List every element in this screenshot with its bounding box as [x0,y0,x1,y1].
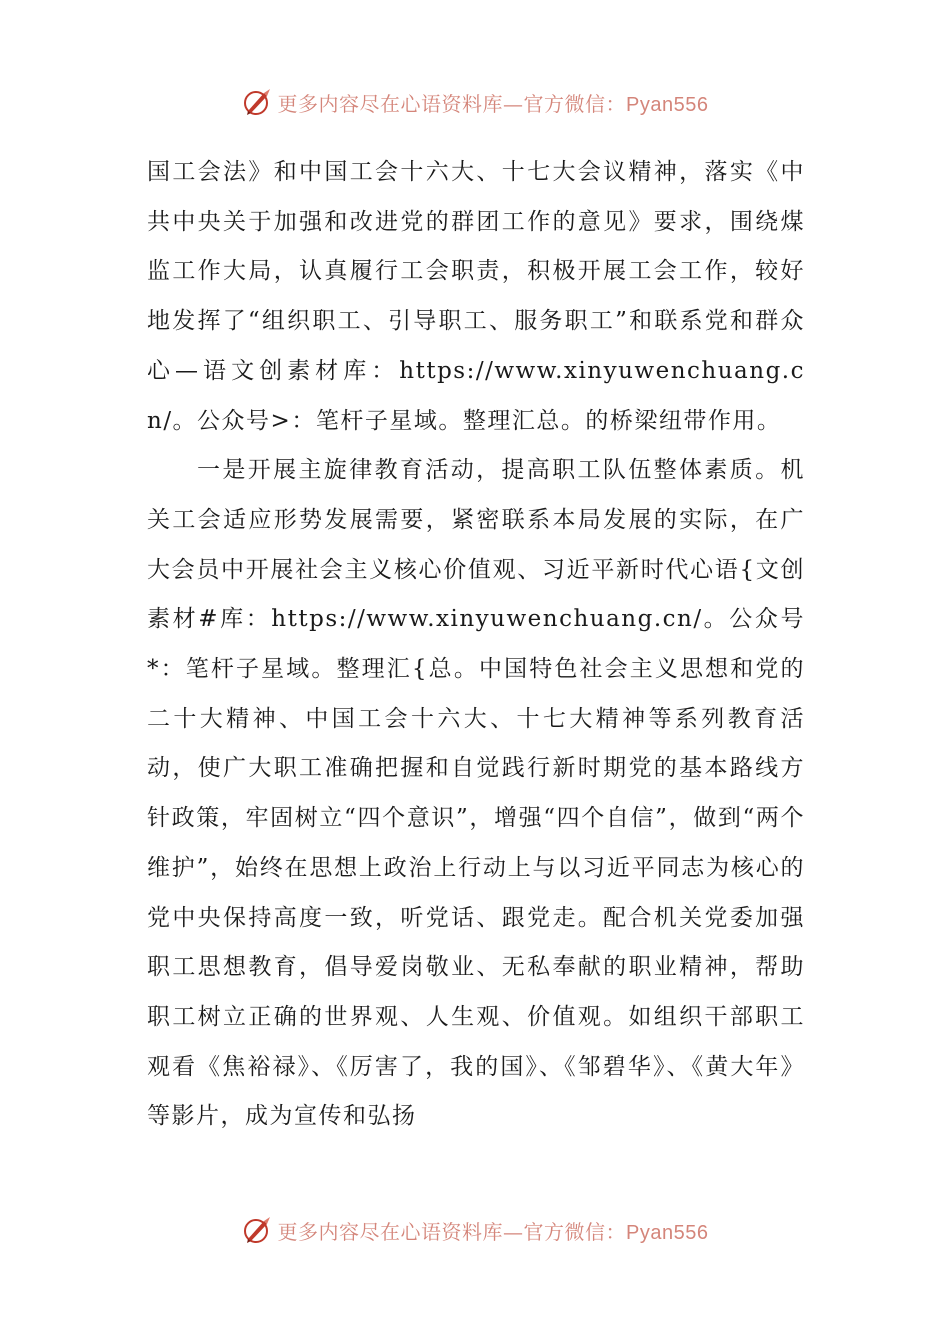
header-banner [0,82,950,122]
paragraph-2: 一是开展主旋律教育活动，提高职工队伍整体素质。机关工会适应形势发展需要，紧密联系本局发展的实际，在广大会员中开展社会主义核心价值观、习近平新时代心语{文创素材#库：https://www.xinyuwenchuang.cn/。公众号*：笔杆子星域。整理汇{总。中国特色社会主义思想和党的二十大精神、中国工会十六大、十七大精神等系列教育活动，使广大职工准确把握和自觉践行新时期党的基本路线方针政策，牢固树立“四个意识”，增强“四个自信”，做到“两个维护”，始终在思想上政治上行动上与以习近平同志为核心的党中央保持高度一致，听党话、跟党走。配合机关党委加强职工思想教育，倡导爱岗敬业、无私奉献的职业精神，帮助职工树立正确的世界观、人生观、价值观。如组织干部职工观看《焦裕禄》、《厉害了，我的国》、《邹碧华》、《黄大年》等影片，成为宣传和弘扬 [147,457,805,1130]
footer-banner-text [278,1216,709,1245]
footer-banner [0,1210,950,1250]
paragraph-1: 国工会法》和中国工会十六大、十七大会议精神，落实《中共中央关于加强和改进党的群团工作的意见》要求，围绕煤监工作大局，认真履行工会职责，积极开展工会工作，较好地发挥了“组织职工、引导职工、服务职工”和联系党和群众心—语文创素材库：https://www.xinyuwenchuang.cn/。公众号>：笔杆子星域。整理汇总。的桥梁纽带作用。 [147,159,805,434]
header-banner-text [278,88,709,117]
header-banner-label: 更多内容尽在心语资料库—官方微信： [277,91,627,116]
footer-banner-handle: Pyan556 [626,1221,709,1244]
quill-logo-icon [242,1215,272,1245]
header-banner-handle: Pyan556 [626,93,709,116]
quill-logo-icon [242,87,272,117]
footer-banner-label: 更多内容尽在心语资料库—官方微信： [277,1219,627,1244]
document-body [147,148,805,1142]
